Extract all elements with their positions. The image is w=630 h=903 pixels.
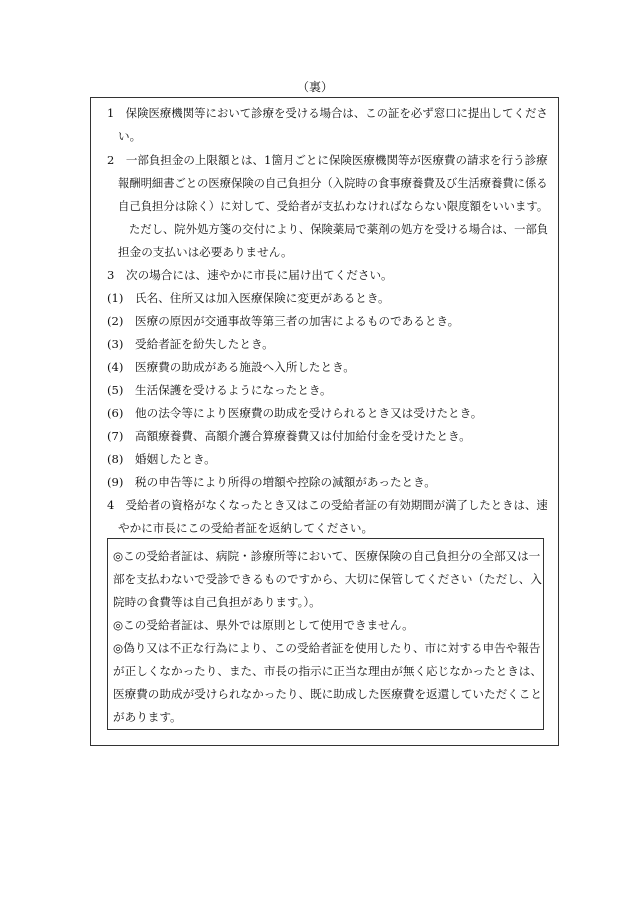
note-line: 3 次の場合には、速やかに市長に届け出てください。: [107, 268, 393, 282]
notice-line: ◎この受給者証は、病院・診療所等において、医療保険の自己負担分の全部又は一: [113, 549, 541, 563]
note-line: (8) 婚姻したとき。: [107, 452, 216, 466]
notice-line: 部を支払わないで受診できるものですから、大切に保管してください（ただし、入: [113, 572, 542, 586]
notice-line: 院時の食費等は自己負担があります。）。: [113, 595, 321, 609]
note-line: 担金の支払いは必要ありません。: [118, 245, 293, 259]
notice-line: 医療費の助成が受けられなかったり、既に助成した医療費を返還していただくこと: [113, 687, 542, 701]
note-line: (4) 医療費の助成がある施設へ入所したとき。: [107, 360, 355, 374]
notice-line: ◎偽り又は不正な行為により、この受給者証を使用したり、市に対する申告や報告: [113, 641, 541, 655]
notice-box: [107, 538, 544, 730]
page-heading: （裏）: [296, 80, 333, 94]
note-line: (5) 生活保護を受けるようになったとき。: [107, 383, 332, 397]
note-line: (3) 受給者証を紛失したとき。: [107, 337, 274, 351]
note-line: (9) 税の申告等により所得の増額や控除の減額があったとき。: [107, 475, 436, 489]
note-line: やかに市長にこの受給者証を返納してください。: [118, 521, 374, 535]
note-line: 4 受給者の資格がなくなったとき又はこの受給者証の有効期間が満了したときは、速: [107, 498, 548, 512]
note-line: (1) 氏名、住所又は加入医療保険に変更があるとき。: [107, 291, 390, 305]
note-line: (6) 他の法令等により医療費の助成を受けられるとき又は受けたとき。: [107, 406, 483, 420]
note-line: 2 一部負担金の上限額とは、1箇月ごとに保険医療機関等が医療費の請求を行う診療: [107, 153, 548, 167]
note-line: (7) 高額療養費、高額介護合算療養費又は付加給付金を受けたとき。: [107, 429, 471, 443]
notice-line: があります。: [113, 710, 182, 724]
note-line: い。: [118, 129, 142, 143]
note-line: 自己負担分は除く）に対して、受給者が支払わなければならない限度額をいいます。: [118, 199, 549, 213]
note-line: ただし、院外処方箋の交付により、保険薬局で薬剤の処方を受ける場合は、一部負: [129, 222, 549, 236]
notice-line: ◎この受給者証は、県外では原則として使用できません。: [113, 618, 414, 632]
note-line: 1 保険医療機関等において診療を受ける場合は、この証を必ず窓口に提出してくださ: [107, 106, 548, 120]
note-line: (2) 医療の原因が交通事故等第三者の加害によるものであるとき。: [107, 314, 460, 328]
notice-line: が正しくなかったり、また、市長の指示に正当な理由が無く応じなかったときは、: [113, 664, 542, 678]
note-line: 報酬明細書ごとの医療保険の自己負担分（入院時の食事療養費及び生活療養費に係る: [118, 176, 548, 190]
